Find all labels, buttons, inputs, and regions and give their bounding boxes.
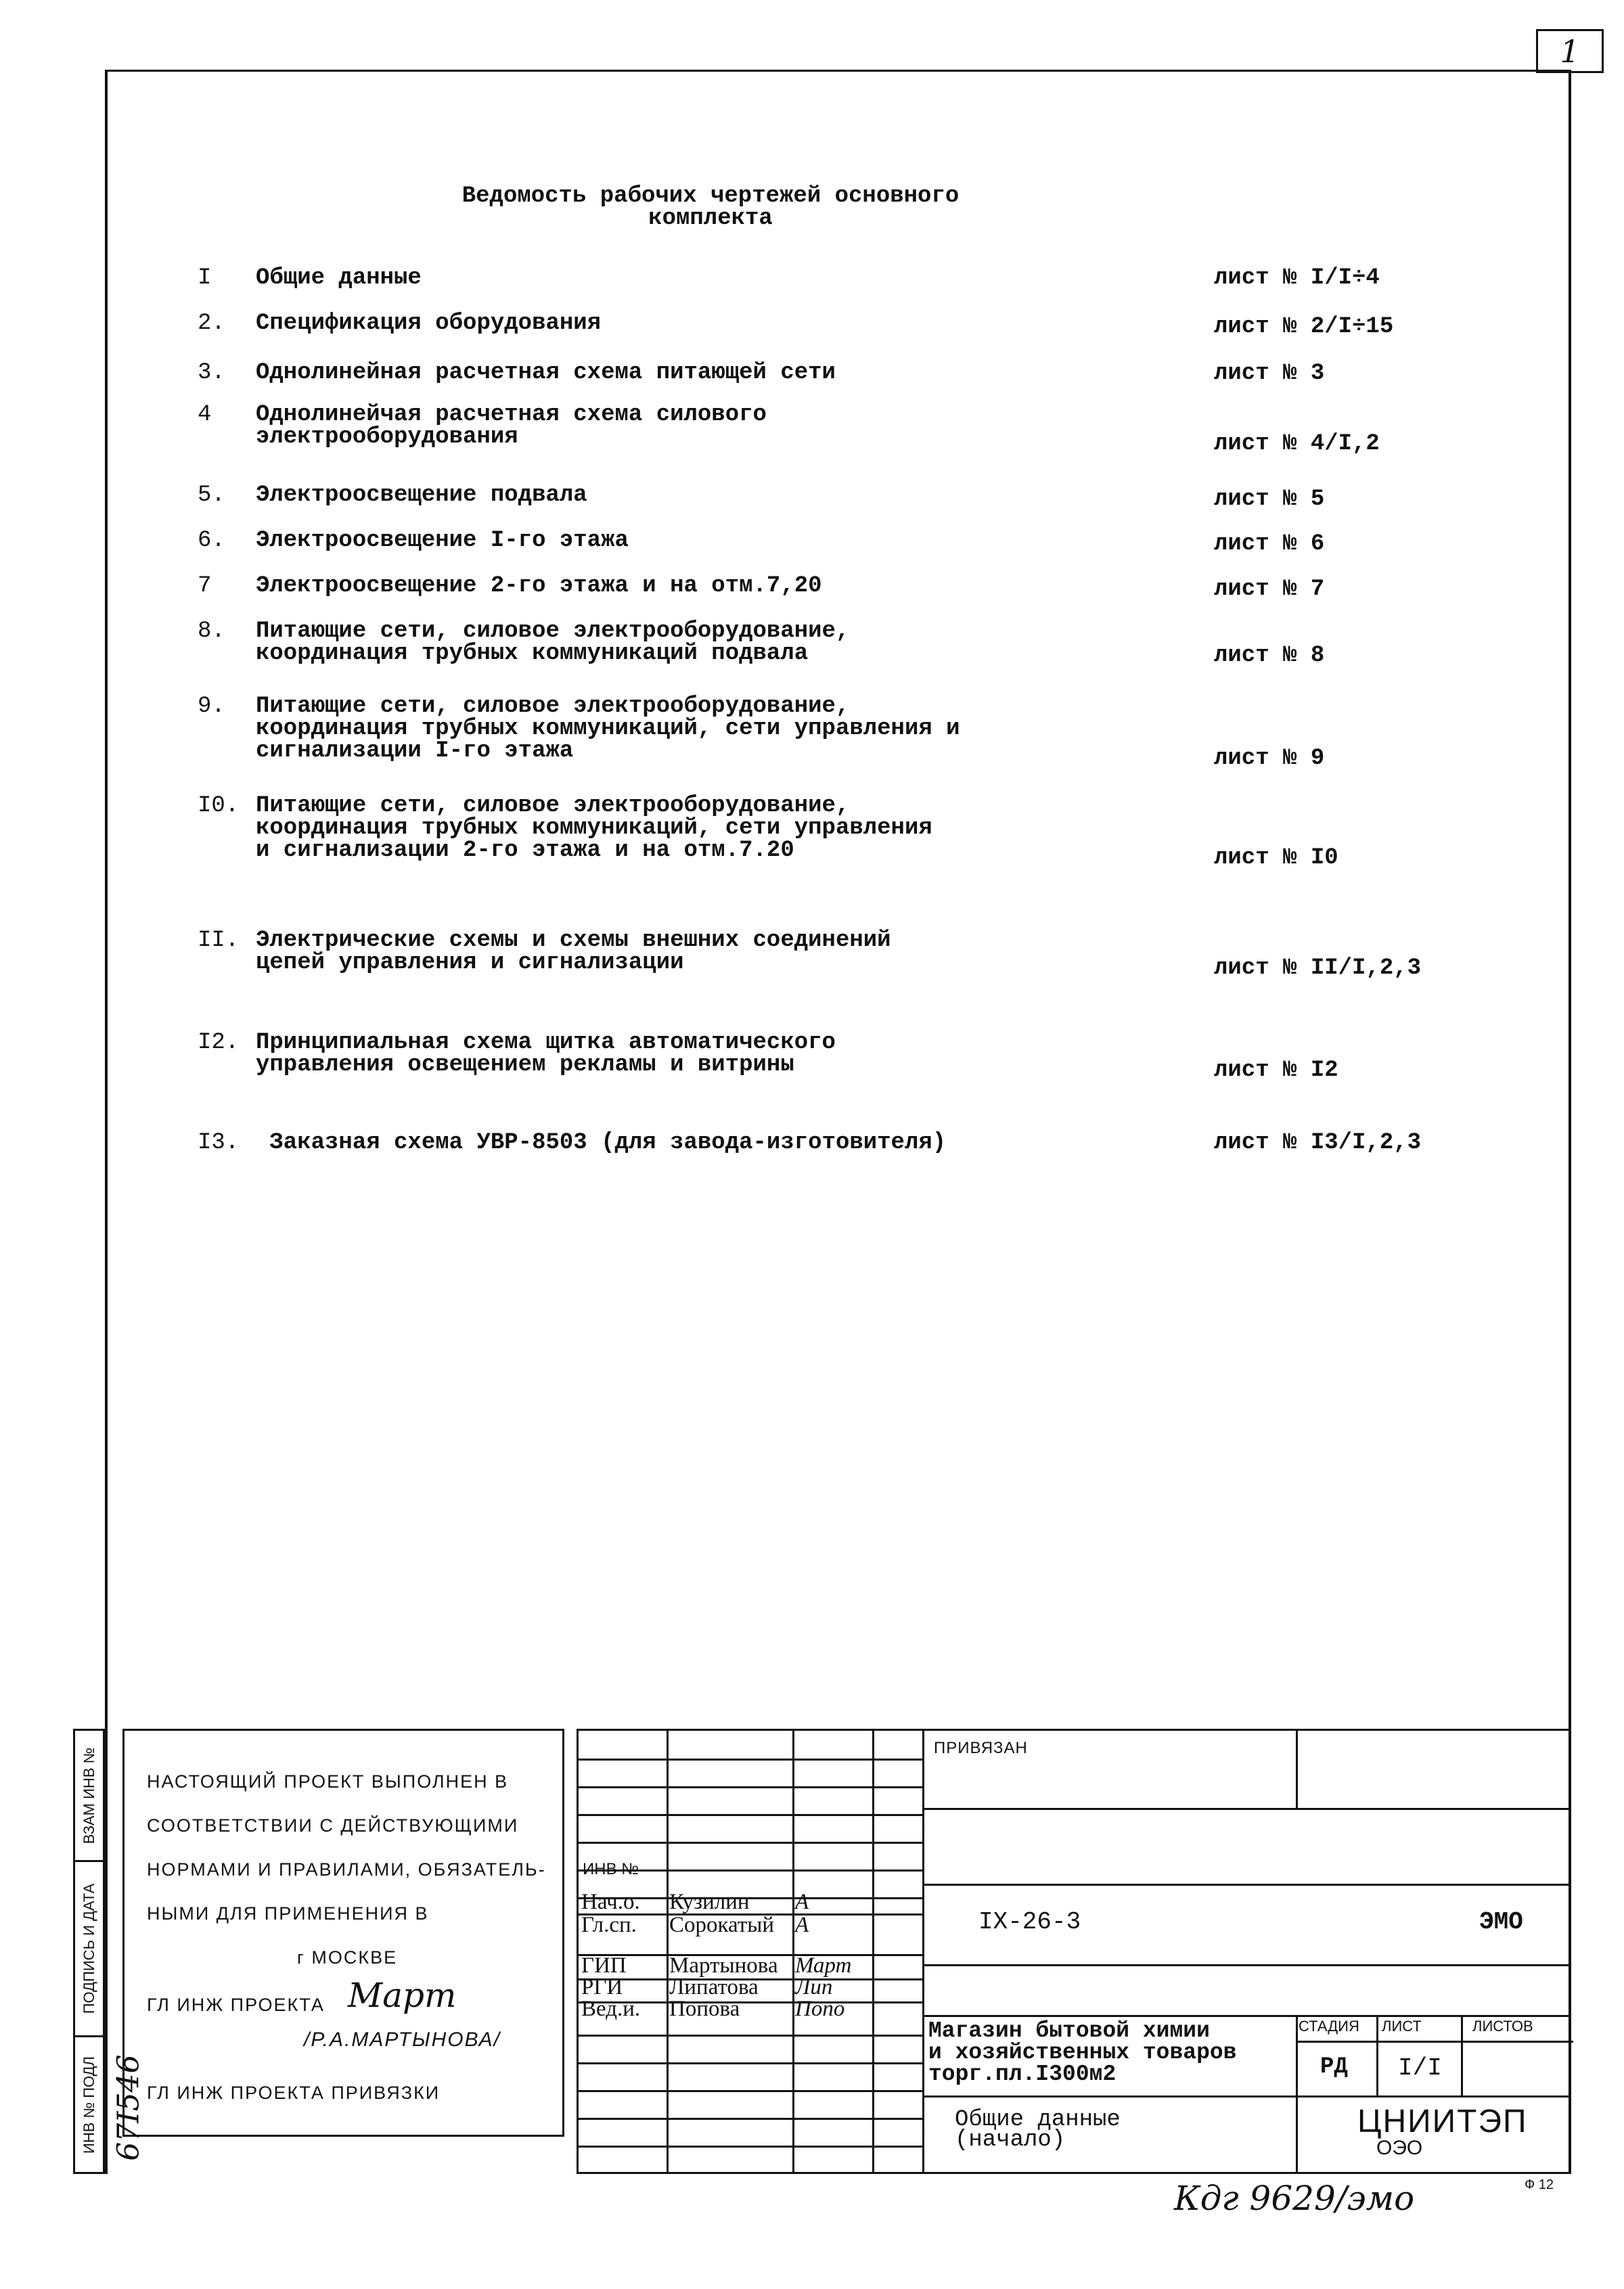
section-code: ЭМО <box>1479 1908 1523 1936</box>
signature-mark: Лип <box>795 1975 833 1999</box>
page-number-box <box>1536 29 1604 73</box>
item-sheet-reference: лист № 6 <box>1214 531 1325 557</box>
item-sheet-reference: лист № I0 <box>1214 845 1338 871</box>
item-number: 7 <box>198 573 212 599</box>
item-title: Однолинейная расчетная схема питающей сети <box>256 360 836 386</box>
item-title: Заказная схема УВР-8503 (для завода-изготовителя) <box>256 1130 947 1156</box>
item-sheet-reference: лист № I2 <box>1214 1058 1338 1083</box>
replacement-inventory-cell: ВЗАМ ИНВ № <box>75 1731 103 1862</box>
item-title: Принципиальная схема щитка автоматического управления освещением рекламы и витрины <box>256 1030 836 1078</box>
signature-role: Нач.о. <box>581 1890 640 1914</box>
signature-role: Вед.и. <box>581 1997 641 2021</box>
item-title: Электрические схемы и схемы внешних соединений цепей управления и сигнализации <box>256 928 891 976</box>
item-sheet-reference: лист № 5 <box>1214 486 1325 512</box>
organization-name: ЦНИИТЭП <box>1357 2104 1528 2139</box>
item-number: 6. <box>198 528 225 553</box>
item-sheet-reference: лист № I/I÷4 <box>1214 265 1380 291</box>
handwritten-registration: Кдг 9629/эмо <box>1174 2179 1415 2218</box>
item-sheet-reference: лист № 8 <box>1214 643 1325 668</box>
signature-mark: А <box>795 1913 809 1937</box>
document-title: Ведомость рабочих чертежей основного комплекта <box>461 183 960 231</box>
chief-engineer-signature: Март <box>348 1976 457 2015</box>
item-title: Электроосвещение подвала <box>256 482 587 508</box>
item-number: 8. <box>198 618 225 644</box>
signature-mark: Попо <box>795 1997 845 2021</box>
item-number: 2. <box>198 311 225 336</box>
item-number: II. <box>198 928 240 953</box>
chief-engineer-name: /Р.А.МАРТЫНОВА/ <box>304 2029 501 2051</box>
bound-label: ПРИВЯЗАН <box>934 1739 1028 1757</box>
signature-role: РГИ <box>581 1975 623 1999</box>
item-number: I2. <box>198 1030 240 1056</box>
item-title: Электроосвещение I-го этажа <box>256 528 629 553</box>
signature-mark: Март <box>795 1953 852 1978</box>
sheet-value: I/I <box>1398 2054 1442 2082</box>
signature-name: Кузилин <box>669 1890 750 1914</box>
item-number: I <box>198 265 212 291</box>
sheet-label: ЛИСТ <box>1382 2018 1422 2035</box>
item-number: 3. <box>198 360 225 386</box>
signature-role: Гл.сп. <box>581 1913 637 1937</box>
item-sheet-reference: лист № 2/I÷15 <box>1214 314 1394 340</box>
signature-name: Мартынова <box>669 1953 778 1978</box>
item-sheet-reference: лист № II/I,2,3 <box>1214 955 1422 981</box>
item-sheet-reference: лист № 7 <box>1214 576 1325 602</box>
item-number: 9. <box>198 694 225 719</box>
object-name: Магазин бытовой химии и хозяйственных товаров торг.пл.I300м2 <box>928 2018 1237 2087</box>
item-title: Электроосвещение 2-го этажа и на отм.7,20 <box>256 573 822 599</box>
signature-name: Сорокатый <box>669 1913 775 1937</box>
signature-name: Липатова <box>669 1975 759 1999</box>
item-number: I0. <box>198 793 240 819</box>
title-block <box>922 1729 1571 2174</box>
inventory-number-handwritten: 67I546 <box>111 2054 146 2161</box>
signature-date-cell: ПОДПИСЬ И ДАТА <box>75 1862 103 2037</box>
item-sheet-reference: лист № I3/I,2,3 <box>1214 1130 1422 1156</box>
project-code: IX-26-3 <box>978 1908 1081 1936</box>
archive-stamp-column <box>73 1729 105 2174</box>
item-number: I3. <box>198 1130 240 1156</box>
signatures-table <box>577 1729 922 2174</box>
signature-role: ГИП <box>581 1953 627 1978</box>
inventory-label: ИНВ № <box>583 1860 639 1878</box>
item-sheet-reference: лист № 9 <box>1214 746 1325 771</box>
sheets-label: ЛИСТОВ <box>1472 2018 1533 2035</box>
signature-name: Попова <box>669 1997 740 2021</box>
item-title: Однолинейчая расчетная схема силового электрооборудования <box>256 402 767 450</box>
stage-label: СТАДИЯ <box>1299 2018 1359 2035</box>
item-title: Общие данные <box>256 265 422 291</box>
form-code: Ф 12 <box>1525 2177 1554 2192</box>
binding-engineer-label: ГЛ ИНЖ ПРОЕКТА ПРИВЯЗКИ <box>147 2083 441 2103</box>
department-name: ОЭО <box>1376 2137 1423 2159</box>
item-title: Питающие сети, силовое электрооборудование, координация трубных коммуникаций, сети управления и сигнализации 2-го этажа и на отм.7.20 <box>256 793 932 863</box>
item-title: Питающие сети, силовое электрооборудование, координация трубных коммуникаций, сети управления и сигнализации I-го этажа <box>256 694 960 764</box>
stage-value: РД <box>1320 2054 1348 2080</box>
item-title: Спецификация оборудования <box>256 311 602 336</box>
item-number: 4 <box>198 402 212 428</box>
original-inventory-cell: ИНВ № ПОДЛ <box>80 2056 97 2154</box>
chief-engineer-label: ГЛ ИНЖ ПРОЕКТА <box>147 1995 325 2015</box>
compliance-note: НАСТОЯЩИЙ ПРОЕКТ ВЫПОЛНЕН В СООТВЕТСТВИИ С ДЕЙСТВУЮЩИМИ НОРМАМИ И ПРАВИЛАМИ, ОБЯЗАТЕЛЬ- НЫМИ ДЛЯ ПРИМЕНЕНИЯ В г МОСКВЕ ГЛ ИНЖ ПРОЕКТА Март /Р.А.МАРТЫНОВА/ ГЛ ИНЖ ПРОЕКТА ПРИВЯЗКИ <box>122 1729 564 2137</box>
item-number: 5. <box>198 482 225 508</box>
signature-mark: А <box>795 1890 809 1914</box>
page-number: 1 <box>1560 33 1580 70</box>
item-sheet-reference: лист № 3 <box>1214 361 1325 386</box>
item-title: Питающие сети, силовое электрооборудование, координация трубных коммуникаций подвала <box>256 618 850 666</box>
drawing-name: Общие данные (начало) <box>955 2107 1121 2153</box>
item-sheet-reference: лист № 4/I,2 <box>1214 431 1380 457</box>
